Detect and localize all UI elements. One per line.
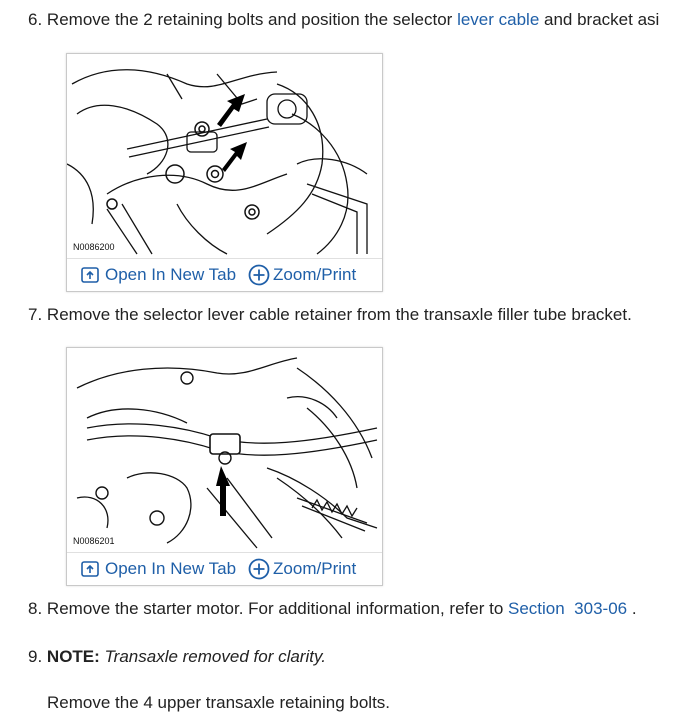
zoom-plus-icon: [248, 264, 270, 286]
figure-n0086201: [66, 347, 383, 586]
open-in-new-tab-label: Open In New Tab: [105, 559, 237, 578]
zoom-print-button[interactable]: [248, 264, 356, 286]
open-in-new-tab-button[interactable]: [81, 265, 236, 285]
step-6: [28, 9, 659, 31]
open-new-tab-icon: [81, 561, 99, 577]
illustration-cable-retainer: [67, 348, 382, 552]
figure-code: N0086201: [73, 536, 115, 546]
step-8: [28, 598, 637, 620]
step-9-instruction: Remove the 4 upper transaxle retaining bolts.: [47, 693, 391, 712]
zoom-print-label: Zoom/Print: [273, 265, 357, 284]
figure-n0086200: [66, 53, 383, 292]
step-text-tail: .: [627, 599, 637, 618]
step-number: 7.: [28, 305, 43, 324]
open-new-tab-icon: [81, 267, 99, 283]
step-7: [28, 304, 632, 326]
zoom-plus-icon: [248, 558, 270, 580]
step-text: Remove the 2 retaining bolts and position the selector: [46, 10, 458, 29]
step-number: 9.: [28, 647, 43, 666]
figure-toolbar: [67, 258, 382, 291]
step-number: 8.: [28, 599, 43, 618]
lever-cable-link[interactable]: lever cable: [457, 10, 540, 29]
note-label: NOTE:: [46, 647, 100, 666]
open-in-new-tab-label: Open In New Tab: [105, 265, 237, 284]
section-303-06-link[interactable]: Section 303-06: [508, 599, 628, 618]
figure-code: N0086200: [73, 242, 115, 252]
step-text: Remove the starter motor. For additional information, refer to: [46, 599, 509, 618]
step-text: Remove the selector lever cable retainer from the transaxle filler tube bracket.: [46, 305, 632, 324]
note-text: Transaxle removed for clarity.: [104, 647, 326, 666]
step-number: 6.: [28, 10, 43, 29]
zoom-print-label: Zoom/Print: [273, 559, 357, 578]
step-text-tail: and bracket asi: [539, 10, 660, 29]
figure-toolbar: [67, 552, 382, 585]
zoom-print-button[interactable]: [248, 558, 356, 580]
illustration-selector-bolts: [67, 54, 382, 258]
step-9: [28, 646, 326, 668]
open-in-new-tab-button[interactable]: [81, 559, 236, 579]
